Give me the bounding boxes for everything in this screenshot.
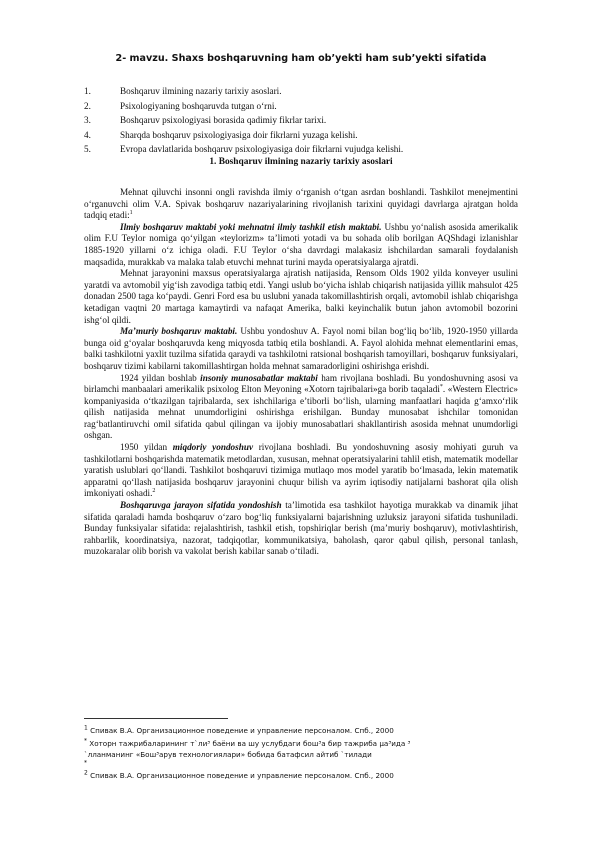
list-text: Evropa davlatlarida boshqaruv psixologiyasiga doir fikrlarni vujudga kelishi. (120, 144, 404, 155)
paragraph (84, 187, 518, 222)
footnote (84, 750, 518, 759)
list-number: 4. (84, 129, 91, 140)
footnote-text: Спивак В.А. Организационное поведение и управление персоналом. Спб., 2000 (87, 726, 394, 735)
paragraph-text: Ushbu yoʻnalish asosida amerikalik olim F.U Teylor nomiga qoʻyilgan «teylorizm» ta’limoti yotadi va bu sohada olib borilgan AQShdagi izlanishlar 1885-1920 yillarni oʻz ichiga oladi. F.U Teylor oʻsha davrdagi malakasiz ishchilardan samarali foydalanish maqsadida, murakkab va malaka talab etuvchi mehnat turini mayda operatsiyalarga ajratdi. (84, 221, 518, 267)
footnote-text: Спивак В.А. Организационное поведение и управление персоналом. Спб., 2000 (87, 771, 394, 780)
paragraph-text: ta’limotida esa tashkilot hayotiga murakkab va dinamik jihat sifatida qaraladi hamda boshqaruv oʻzaro bogʻliq funksiyalarni bajarishning uzluksiz jarayoni sifatida tushuniladi. Bunday funksiyalar sifatida: rejalashtirish, tashkil etish, topshiriqlar berish (ma’muriy boshqaruv), motivlashtirish, rahbarlik, koordinatsiya, nazorat, tadqiqotlar, kommunikatsiya, baholash, qaror qabul qilish, personal tanlash, muzokaralar olib borish va vakolat berish kabilar sanab oʻtiladi. (84, 500, 518, 557)
paragraph (84, 442, 518, 500)
footnote-ref: 1 (129, 210, 133, 217)
bold-italic-lead: miqdoriy yondoshuv (172, 442, 254, 453)
list-item (84, 99, 518, 114)
paragraph-text: rivojlana boshladi. Bu yondoshuvning asosiy mohiyati guruh va tashkilotlarni boshqarishda matematik metodlardan, xususan, mehnat operatsiyalarini tahlil etish, matematik modellar yaratish uslublari qoʻllandi. Tashkilot boshqaruvi tizimiga mutlaqo mos model yaratib boʻlmasada, lekin matematik apparatni qoʻllash natijasida boshqaruv jarayonini chuqur bilish va ayrim iqtisodiy natijalarni bashorat qila olish imkoniyati oshadi. (84, 442, 518, 499)
footnote (84, 726, 518, 735)
list-number: 5. (84, 144, 91, 155)
footnote-mark: 2 (84, 769, 88, 777)
topic-plan-list (84, 84, 518, 157)
bold-italic-lead: insoniy munosabatlar maktabi (200, 372, 318, 383)
footnote (84, 771, 518, 780)
list-text: Sharqda boshqaruv psixologiyasiga doir fikrlarni yuzaga kelishi. (120, 129, 358, 140)
list-text: Boshqaruv psixologiyasi borasida qadimiy fikrlar tarixi. (120, 115, 327, 126)
paragraph-text: Mehnat jarayonini maxsus operatsiyalarga ajratish natijasida, Rensom Olds 1902 yilda konveyer usulini yaratdi va avtomobil yigʻish zavodiga tatbiq etdi. Yangi uslub boʻyicha ishlab chiqarish natijasida yillik mahsulot 425 donadan 2500 taga koʻpaydi. Genri Ford esa bu uslubni yanada takomillashtirish orqali, avtomobil ishlab chiqarishga ketadigan vaqtni 20 martaga kamaytirdi va nafaqat Amerika, balki keyinchalik butun jahon avtomobil bozorini ishgʻol qildi. (84, 268, 518, 325)
list-item (84, 113, 518, 128)
footnote-ref: 2 (152, 488, 156, 495)
footnote-ref: * (439, 384, 443, 391)
list-item (84, 128, 518, 143)
footnote-mark: 1 (84, 724, 88, 732)
list-text: Psixologiyaning boshqaruvda tutgan oʻrni. (120, 100, 277, 111)
paragraph (84, 268, 518, 326)
list-number: 3. (84, 115, 91, 126)
list-item (84, 142, 518, 157)
paragraph (84, 326, 518, 372)
section-heading: 1. Boshqaruv ilmining nazariy tarixiy asoslari (209, 157, 393, 167)
paragraph (84, 222, 518, 268)
page-title: 2- mavzu. Shaxs boshqaruvning ham ob’yekti ham sub’yekti sifatida (115, 53, 487, 64)
footnote-text: `лланманинг «Бош³арув технологиялари» бобида батафсил айтиб `тилади (84, 750, 372, 759)
paragraph-text: 1924 yildan boshlab (120, 372, 201, 383)
footnote-separator (84, 718, 228, 719)
list-item (84, 84, 518, 99)
bold-italic-lead: Ma’muriy boshqaruv maktabi. (120, 326, 238, 337)
list-text: Boshqaruv ilmining nazariy tarixiy asoslari. (120, 86, 282, 96)
list-number: 2. (84, 100, 91, 111)
paragraph (84, 373, 518, 443)
footnote (84, 739, 518, 748)
bold-italic-lead: Boshqaruvga jarayon sifatida yondoshish (120, 500, 282, 511)
footnote-mark: * (84, 759, 87, 767)
paragraph-text: . «Western Electric» kompaniyasida oʻtkazilgan tajribalarda, sex ishchilariga e’tiborli boʻlish, ularning manfaatlari haqida gʻamxoʻrlik qilish natijasida mehnat unumdorligini oshirishga erishilgan. Bunday munosabat ishchilar tomonidan ragʻbatlantiruvchi omil sifatida qabul qilingan va ijobiy munosabatlari shakllantirish asosida mehnat unumdorligi oshgan. (84, 384, 519, 441)
list-number: 1. (84, 86, 91, 96)
paragraph-text: 1950 yildan (120, 442, 173, 453)
footnote-mark: * (84, 737, 87, 745)
paragraph-text: Ushbu yondoshuv A. Fayol nomi bilan bogʻliq boʻlib, 1920-1950 yillarda bunga oid gʻoyalar boshqaruvda keng miqyosda tatbiq etila boshlandi. A. Fayol alohida mehnat elementlarini emas, balki tashkilotni yaxlit tuzilma sifatida qaraydi va tashkilotni ratsional boshqarish tamoyillari, boshqaruv funksiyalari, boshqaruv tizimi kabilarni takomillashtirgan holda mehnat samaradorligini oshirishga erishdi. (84, 326, 519, 371)
paragraph (84, 500, 518, 558)
footnote (84, 761, 518, 770)
paragraph-text: Mehnat qiluvchi insonni ongli ravishda ilmiy oʻrganish oʻtgan asrdan boshlandi. Tashkilot menejmentini oʻrganuvchi olim V.A. Spivak boshqaruv nazariyalarining rivojlanish tarixini quyidagi davrlarga ajratgan holda tadqiq etadi: (84, 187, 518, 221)
bold-italic-lead: Ilmiy boshqaruv maktabi yoki mehnatni ilmiy tashkil etish maktabi. (120, 221, 382, 232)
body-text (84, 187, 518, 558)
paragraph-text: ham rivojlana boshladi. Bu yondoshuvning asosi va birlamchi manbaalari amerikalik psixolog Elton Meyoning «Xotorn tajribalari»ga borib taqaladi (84, 372, 518, 395)
footnote-text: Хоторн тажрибаларининг т`ли³ баёни ва шу услубдаги бош³а бир тажриба µа³ида ³ (87, 739, 411, 748)
